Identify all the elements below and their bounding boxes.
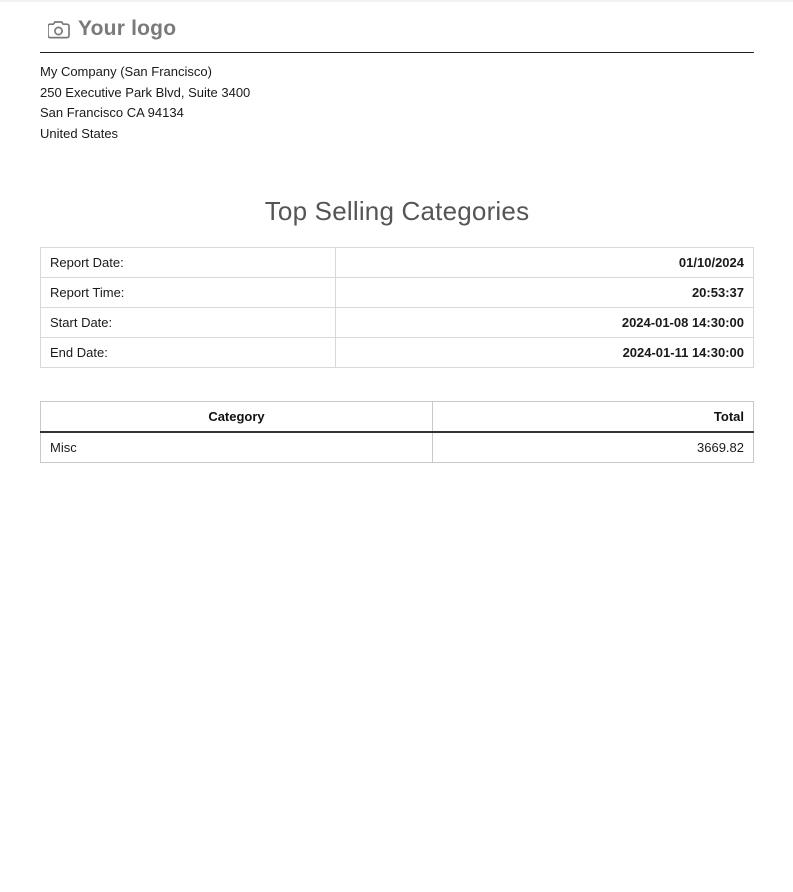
camera-icon [48,20,70,39]
company-address [40,62,754,144]
table-row [41,278,754,308]
table-header-row [41,402,754,433]
start-date-value: 2024-01-08 14:30:00 [336,308,754,338]
header-divider [40,52,754,53]
column-header-category: Category [41,402,433,433]
company-address-line: San Francisco CA 94134 [40,105,184,120]
page-content [40,12,754,463]
cell-total: 3669.82 [433,432,754,463]
page-top-rule [0,0,793,2]
logo-header [40,12,754,46]
start-date-label: Start Date: [41,308,336,338]
end-date-value: 2024-01-11 14:30:00 [336,338,754,368]
company-address-line: United States [40,125,119,141]
table-row [41,308,754,338]
report-date-value: 01/10/2024 [336,248,754,278]
page-title: Top Selling Categories [264,196,530,226]
company-address-line: My Company (San Francisco) [40,64,212,79]
company-address-line: 250 Executive Park Blvd, Suite 3400 [40,84,251,100]
logo-text: Your logo [78,17,177,40]
end-date-label: End Date: [41,338,336,368]
column-header-total: Total [433,402,754,433]
table-row [41,338,754,368]
table-row [41,432,754,463]
report-time-value: 20:53:37 [336,278,754,308]
report-time-label: Report Time: [41,278,336,308]
table-row [41,248,754,278]
cell-category: Misc [41,432,433,463]
report-date-label: Report Date: [41,248,336,278]
category-totals-table [40,401,754,463]
report-info-table [40,247,754,368]
